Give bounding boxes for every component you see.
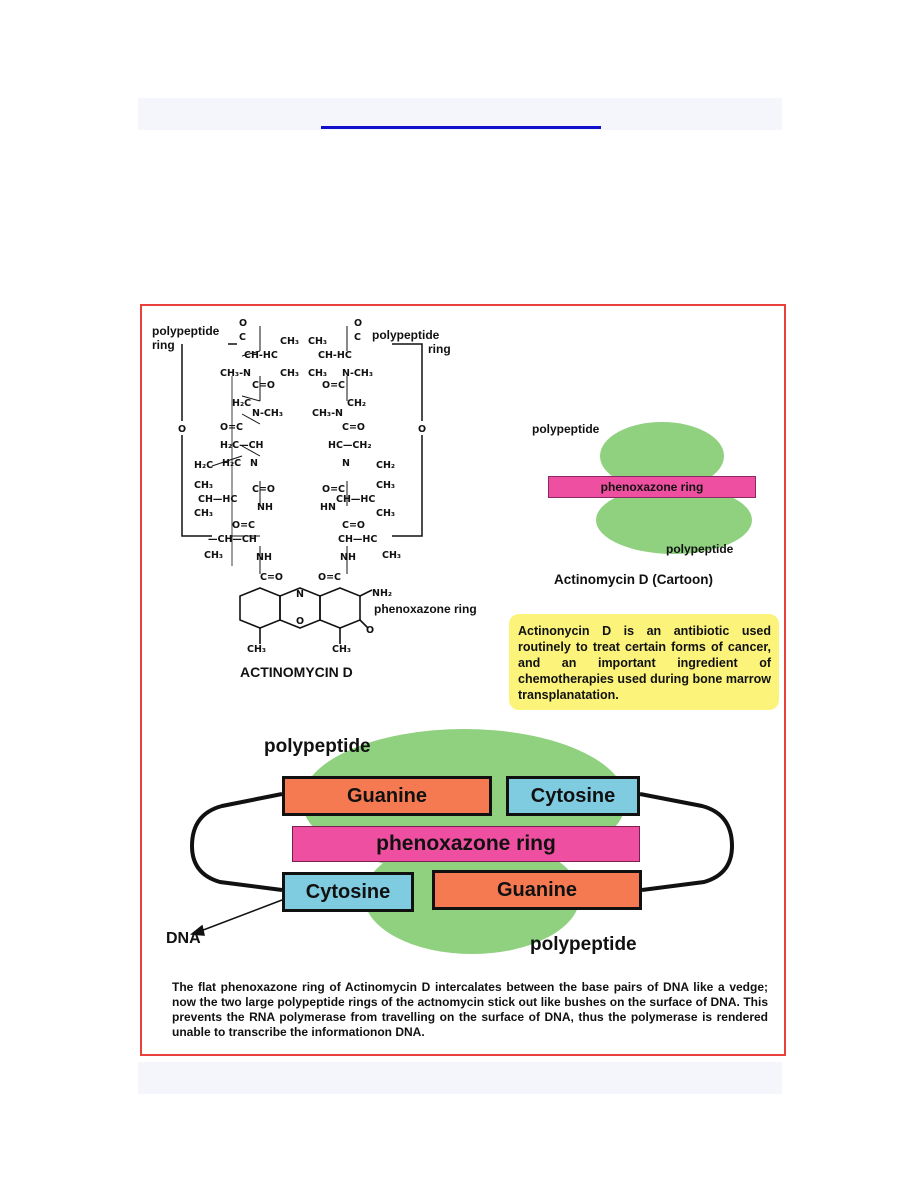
svg-text:H₂C: H₂C xyxy=(194,460,214,471)
svg-text:NH: NH xyxy=(257,502,273,513)
right-chain-atoms xyxy=(308,318,401,583)
phenoxazone-rings xyxy=(240,588,375,644)
svg-text:C: C xyxy=(354,332,361,343)
svg-text:CH₃: CH₃ xyxy=(204,550,224,561)
svg-text:CH₃: CH₃ xyxy=(194,480,214,491)
dna-strand-left xyxy=(192,794,282,890)
dna-pointer-arrow xyxy=(192,900,282,935)
svg-text:NH: NH xyxy=(256,552,272,563)
right-ring-label-line2: ring xyxy=(428,342,451,356)
svg-text:H₂C: H₂C xyxy=(222,458,242,469)
svg-text:CH₃: CH₃ xyxy=(382,550,402,561)
dna-top-polypeptide-label: polypeptide xyxy=(264,736,371,757)
svg-text:—CH—CH: —CH—CH xyxy=(208,534,257,545)
cartoon-top-label: polypeptide xyxy=(532,422,600,436)
svg-text:O: O xyxy=(296,616,305,627)
svg-text:N: N xyxy=(296,589,304,600)
cartoon-bottom-label: polypeptide xyxy=(666,542,734,556)
svg-text:C=O: C=O xyxy=(252,380,276,391)
svg-text:CH₂: CH₂ xyxy=(376,460,396,471)
svg-text:O=C: O=C xyxy=(318,572,342,583)
svg-text:CH₃-N: CH₃-N xyxy=(220,368,251,379)
svg-text:CH₃: CH₃ xyxy=(194,508,214,519)
cartoon-title: Actinomycin D (Cartoon) xyxy=(554,572,714,587)
base-cytosine-bottom: Cytosine xyxy=(282,872,414,912)
svg-text:O=C: O=C xyxy=(322,380,346,391)
svg-text:CH₃: CH₃ xyxy=(247,644,267,655)
svg-text:C=O: C=O xyxy=(260,572,284,583)
svg-text:CH₃: CH₃ xyxy=(376,480,396,491)
svg-text:CH-HC: CH-HC xyxy=(318,350,352,361)
dna-label: DNA xyxy=(166,930,201,947)
svg-text:HN: HN xyxy=(320,502,336,513)
svg-text:CH₃: CH₃ xyxy=(308,368,328,379)
bottom-band xyxy=(138,1062,782,1094)
svg-text:CH—HC: CH—HC xyxy=(336,494,376,505)
svg-text:NH₂: NH₂ xyxy=(372,588,393,599)
note-box: Actinonycin D is an antibiotic used routinely to treat certain forms of cancer, and an important ingredient of chemotherapies used during bone marrow transplanatation. xyxy=(509,614,779,710)
svg-text:CH₃: CH₃ xyxy=(332,644,352,655)
svg-text:C: C xyxy=(239,332,246,343)
svg-text:CH₃: CH₃ xyxy=(376,508,396,519)
svg-text:CH₂: CH₂ xyxy=(347,398,367,409)
svg-text:N: N xyxy=(342,458,350,469)
ring-link-right: O xyxy=(418,424,427,435)
svg-text:H₂C: H₂C xyxy=(232,398,252,409)
dna-bottom-polypeptide-label: polypeptide xyxy=(530,934,637,955)
svg-text:CH₃: CH₃ xyxy=(308,336,328,347)
left-ring-label-line1: polypeptide xyxy=(152,324,220,338)
base-cytosine-top: Cytosine xyxy=(506,776,640,816)
molecule-name: ACTINOMYCIN D xyxy=(240,664,353,680)
phenoxazone-structure-label: phenoxazone ring xyxy=(374,602,477,616)
svg-text:H₂C—CH: H₂C—CH xyxy=(220,440,264,451)
figure-caption: The flat phenoxazone ring of Actinomycin D intercalates between the base pairs of DNA like a vedge; now the two large polypeptide rings of the actnomycin stick out like bushes on the surface of DNA. This prevents the RNA polymerase from travelling on the surface of DNA, thus the polymerase is rendered unable to transcribe the informationon DNA. xyxy=(172,980,768,1039)
svg-text:N-CH₃: N-CH₃ xyxy=(252,408,283,419)
svg-text:O: O xyxy=(354,318,363,329)
svg-text:N-CH₃: N-CH₃ xyxy=(342,368,373,379)
svg-text:CH₃-N: CH₃-N xyxy=(312,408,343,419)
base-guanine-top: Guanine xyxy=(282,776,492,816)
svg-text:C=O: C=O xyxy=(342,422,366,433)
dna-strand-right xyxy=(640,794,732,890)
left-ring-label-line2: ring xyxy=(152,338,175,352)
svg-text:CH₃: CH₃ xyxy=(280,368,300,379)
base-guanine-bottom: Guanine xyxy=(432,870,642,910)
title-underline xyxy=(321,126,601,129)
svg-text:O=C: O=C xyxy=(322,484,346,495)
cartoon-phenoxazone-bar: phenoxazone ring xyxy=(548,476,756,498)
actinomycin-figure xyxy=(140,304,786,1056)
svg-text:CH₃: CH₃ xyxy=(280,336,300,347)
svg-text:O=C: O=C xyxy=(232,520,256,531)
right-ring-label-line1: polypeptide xyxy=(372,328,440,342)
left-chain-atoms xyxy=(194,318,299,583)
svg-text:O=C: O=C xyxy=(220,422,244,433)
svg-text:CH—HC: CH—HC xyxy=(198,494,238,505)
structure-frame xyxy=(182,344,422,566)
svg-text:NH: NH xyxy=(340,552,356,563)
svg-text:CH—HC: CH—HC xyxy=(338,534,378,545)
svg-text:O: O xyxy=(239,318,248,329)
svg-text:HC—CH₂: HC—CH₂ xyxy=(328,440,372,451)
svg-text:C=O: C=O xyxy=(252,484,276,495)
svg-text:N: N xyxy=(250,458,258,469)
svg-text:C=O: C=O xyxy=(342,520,366,531)
svg-text:O: O xyxy=(366,625,375,636)
dna-phenoxazone-ring: phenoxazone ring xyxy=(292,826,640,862)
svg-text:CH-HC: CH-HC xyxy=(244,350,278,361)
ring-link-left: O xyxy=(178,424,187,435)
